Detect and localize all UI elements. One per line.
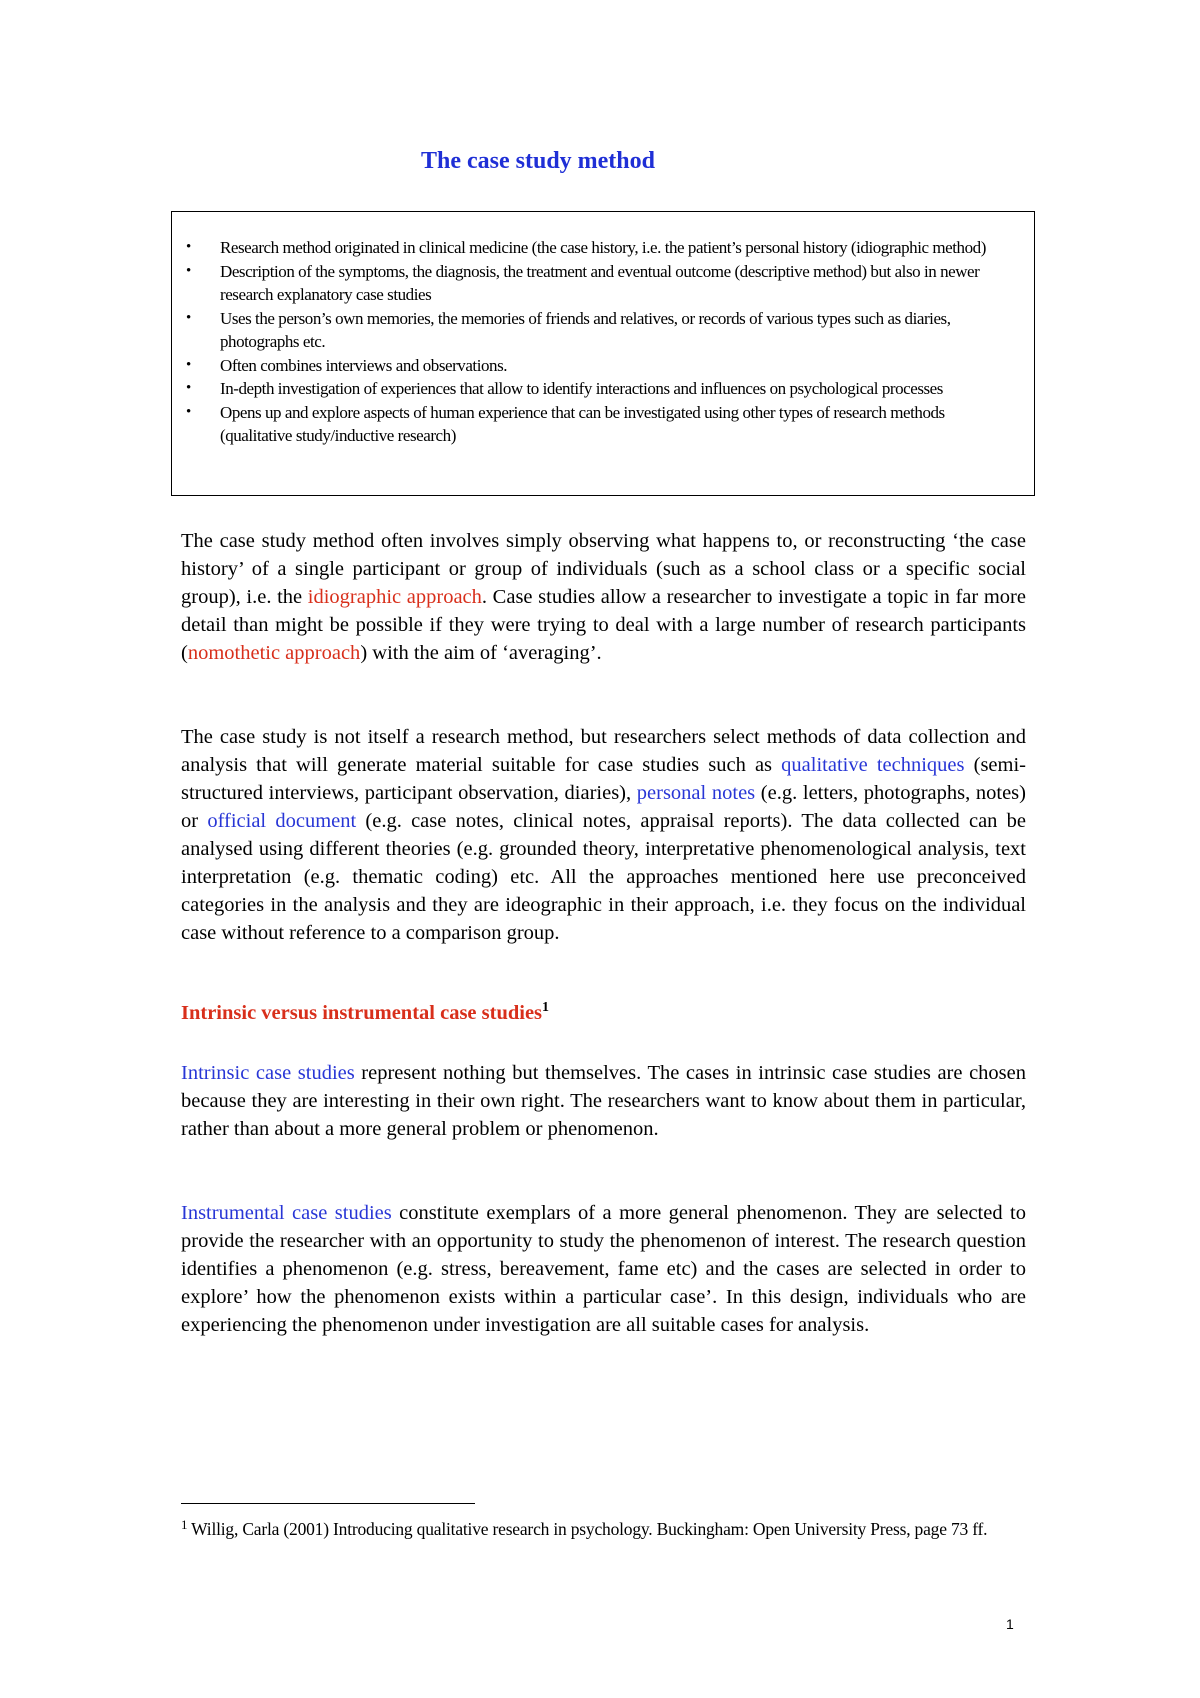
summary-item: [186, 260, 1016, 307]
bullet-icon: •: [186, 380, 191, 396]
footnote-divider: [181, 1503, 475, 1504]
summary-list: [172, 212, 1034, 448]
term-qualitative-techniques: qualitative techniques: [781, 754, 965, 776]
paragraph-text: (e.g. case notes, clinical notes, appraisal reports). The data collected can be analysed using different theories (e.g. grounded theory, interpretative phenomenological analysis, text interpretation (e.g. thematic coding) etc. All the approaches mentioned here use preconceived categories in the analysis and they are ideographic in their approach, i.e. they focus on the individual case without reference to a comparison group.: [181, 810, 1027, 944]
paragraph-text: The case study method often involves simply observing what happens to, or reconstructing ‘the case history’ of a single participant or group of individuals (such as a school class or a specific social group), i.e. the: [181, 530, 1026, 608]
term-idiographic-approach: idiographic approach: [307, 586, 482, 608]
bullet-icon: •: [186, 403, 191, 420]
paragraph-text: (semi-structured interviews, participant observation, diaries),: [181, 754, 1026, 804]
term-official-document: official document: [207, 810, 357, 832]
page-title: The case study method: [420, 148, 655, 174]
paragraph-instrumental: [181, 1199, 1026, 1339]
footnote: [181, 1512, 1021, 1542]
section-heading-text: Intrinsic versus instrumental case studies: [181, 1002, 543, 1024]
footnote-reference: 1: [542, 1000, 550, 1015]
summary-item-text: Often combines interviews and observations.: [220, 355, 508, 375]
bullet-icon: •: [186, 356, 191, 373]
paragraph-idiographic: [181, 527, 1026, 667]
summary-item: [186, 307, 1016, 354]
footnote-marker: 1: [181, 1517, 188, 1532]
summary-item-text: In-depth investigation of experiences that allow to identify interactions and influences on psychological processes: [220, 379, 943, 398]
summary-box: [171, 211, 1035, 496]
paragraph-intrinsic: [181, 1059, 1026, 1143]
term-intrinsic-case-studies: Intrinsic case studies: [181, 1062, 355, 1084]
paragraph-text: (e.g. letters, photographs, notes) or: [181, 782, 1026, 832]
summary-item-text: Uses the person’s own memories, the memories of friends and relatives, or records of various types such as diaries, photographs etc.: [220, 308, 951, 351]
bullet-icon: •: [186, 262, 191, 279]
bullet-icon: •: [186, 239, 191, 255]
term-personal-notes: personal notes: [636, 782, 756, 804]
term-instrumental-case-studies: Instrumental case studies: [181, 1202, 392, 1224]
bullet-icon: •: [186, 309, 191, 326]
summary-item-text: Opens up and explore aspects of human experience that can be investigated using other types of research methods (qualitative study/inductive research): [220, 402, 945, 445]
page-number: 1: [1006, 1616, 1014, 1632]
section-heading: [181, 1000, 549, 1025]
summary-item: [186, 236, 1016, 260]
paragraph-text: The case study is not itself a research method, but researchers select methods of data collection and analysis that will generate material suitable for case studies such as: [181, 726, 1026, 776]
summary-item-text: Description of the symptoms, the diagnosis, the treatment and eventual outcome (descriptive method) but also in newer research explanatory case studies: [220, 261, 980, 304]
paragraph-text: constitute exemplars of a more general phenomenon. They are selected to provide the researcher with an opportunity to study the phenomenon of interest. The research question identifies a phenomenon (e.g. stress, bereavement, fame etc) and the cases are selected in order to explore’ how the phenomenon exists within a particular case’. In this design, individuals who are experiencing the phenomenon under investigation are all suitable cases for analysis.: [181, 1202, 1026, 1336]
summary-item-text: Research method originated in clinical medicine (the case history, i.e. the patient’s personal history (idiographic method): [220, 238, 986, 257]
summary-item: [186, 377, 1016, 401]
paragraph-text: represent nothing but themselves. The cases in intrinsic case studies are chosen because they are interesting in their own right. The researchers want to know about them in particular, rather than about a more general problem or phenomenon.: [181, 1062, 1026, 1140]
paragraph-text: . Case studies allow a researcher to investigate a topic in far more detail than might be possible if they were trying to deal with a large number of research participants (: [181, 586, 1026, 664]
paragraph-text: ) with the aim of ‘averaging’.: [360, 642, 602, 664]
term-nomothetic-approach: nomothetic approach: [187, 642, 361, 664]
footnote-text: Willig, Carla (2001) Introducing qualitative research in psychology. Buckingham: Open University Press, page 73 ff.: [187, 1519, 988, 1539]
summary-item: [186, 401, 1016, 448]
paragraph-methods: [181, 723, 1026, 947]
summary-item: [186, 354, 1016, 378]
